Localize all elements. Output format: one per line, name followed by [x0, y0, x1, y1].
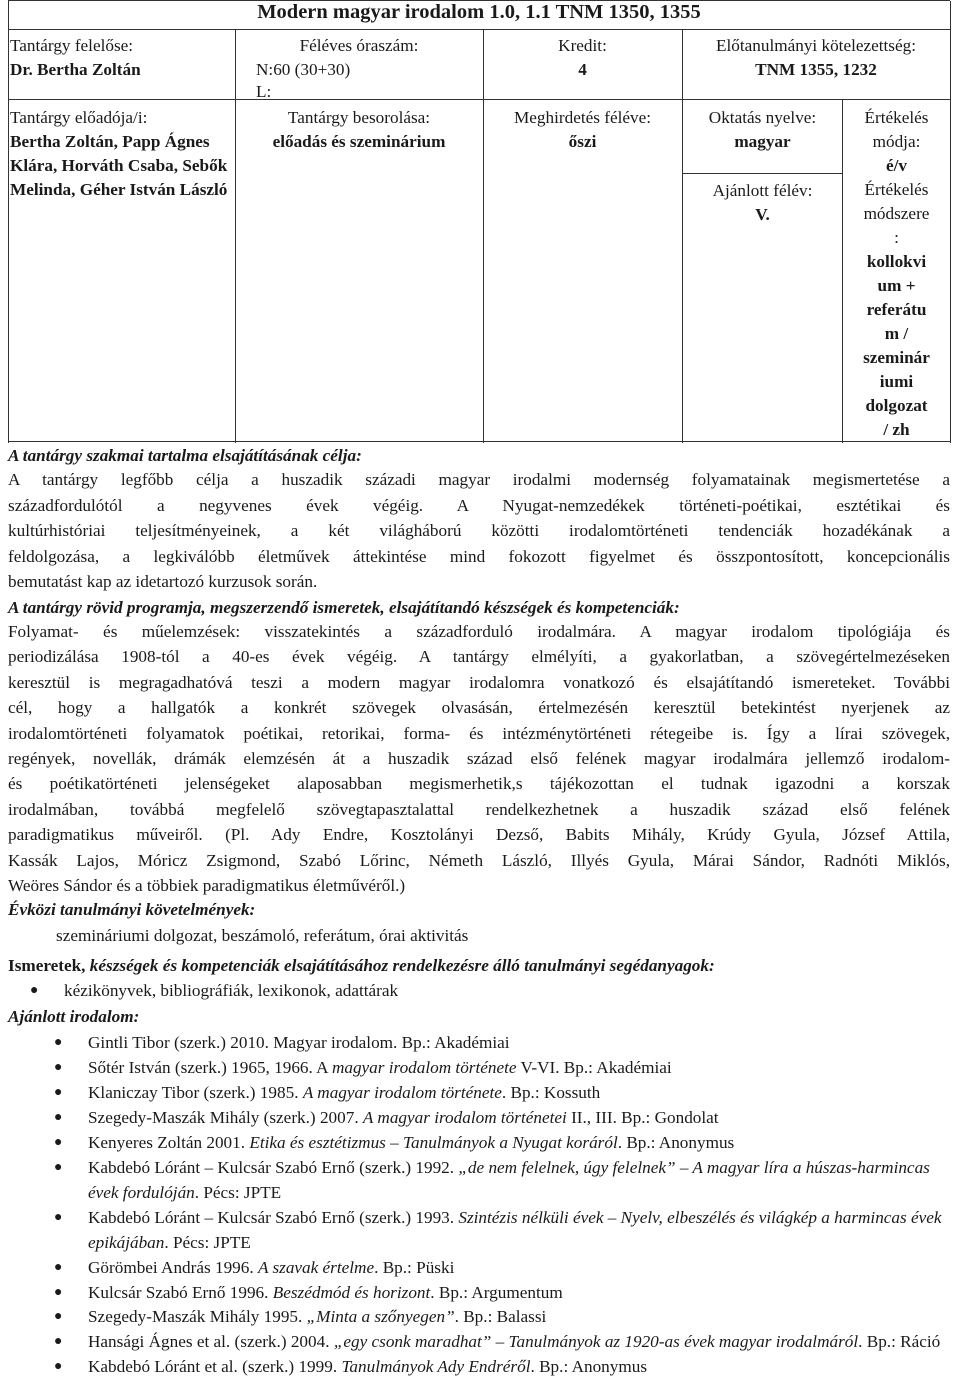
program-heading: A tantárgy rövid programja, megszerzendő ismeretek, elsajátítandó készségek és kompetenciák: [8, 597, 680, 617]
eval-method-line: kollokvi [866, 252, 927, 271]
literature-item-author: Görömbei András 1996. [88, 1257, 258, 1277]
eval-method-line: / zh [883, 420, 910, 439]
responsible-name: Dr. Bertha Zoltán [10, 60, 141, 79]
announced-label: Meghirdetés féléve: [514, 108, 651, 127]
paragraph-line: regények, novellák, drámák elemzésén át a huszadik század első felének magyar irodalmára jellemző irodalom- [8, 749, 950, 768]
literature-item-author: Sőtér István (szerk.) 1965, 1966. A [88, 1058, 332, 1078]
credit-cell [484, 34, 681, 82]
paragraph-line: és poétikatörténeti jelenségeket alaposabban megismerhetik,s tájékozottan el tudnak igazodni a korszak [8, 774, 950, 794]
paragraph-line: periodizálása 1908-tól a 40-es évek végéig. A tantárgy elmélyíti, a gyakorlatban, a szövegértelmezéseken [8, 647, 950, 667]
recommended-semester-label: Ajánlott félév: [712, 181, 813, 200]
hours-cell [236, 34, 482, 102]
classification-value: előadás és szeminárium [272, 132, 446, 151]
literature-item-publisher: . Bp.: Ráció [858, 1332, 941, 1352]
eval-mode-value: é/v [886, 156, 907, 175]
paragraph-line: cél, hogy a hallgatók a konkrét szövegek olvasásán, értelmezésén keresztül betekintést nyerjenek az [8, 698, 950, 718]
course-body [8, 444, 950, 1380]
recommended-semester-cell [683, 179, 842, 227]
program-paragraph [8, 619, 950, 898]
literature-item-publisher: . Bp.: Balassi [454, 1307, 547, 1327]
literature-item-publisher: . Bp.: Kossuth [501, 1083, 601, 1103]
literature-item-title: magyar irodalom története [331, 1058, 517, 1078]
bullet-icon: ● [54, 1259, 63, 1275]
literature-item-author: Hansági Ágnes et al. (szerk.) 2004. [88, 1332, 334, 1352]
resources-heading-rest: készségek és kompetenciák elsajátításához rendelkezésre álló tanulmányi segédanyagok: [85, 956, 715, 976]
language-label: Oktatás nyelve: [708, 108, 817, 127]
literature-item-author: Kenyeres Zoltán 2001. [88, 1133, 250, 1153]
announced-cell [484, 106, 681, 154]
bullet-icon: ● [54, 1035, 63, 1051]
literature-item [8, 1131, 950, 1156]
paragraph-line: irodalomtörténeti folyamatok poétikai, retorikai, forma- és intézménytörténeti rétegeibe is. Így a lírai szövegek, [8, 723, 950, 743]
paragraph-line: irodalmában, továbbá megfelelő szövegtapasztalattal rendelkezhetnek a huszadik század első felének [8, 799, 950, 819]
prereq-label: Előtanulmányi kötelezettség: [716, 36, 916, 55]
literature-item [8, 1355, 950, 1380]
paragraph-line: keresztül is megragadhatóvá teszi a modern magyar irodalomra vonatkozó és elsajátítandó ismereteket. További [8, 672, 950, 692]
lecturers-label: Tantárgy előadója/i: [10, 108, 148, 127]
announced-value: őszi [568, 132, 597, 151]
literature-item-publisher: . Bp.: Püski [374, 1257, 455, 1277]
literature-item-author: Szegedy-Maszák Mihály (szerk.) 2007. [88, 1108, 363, 1128]
bullet-icon: ● [54, 1085, 63, 1101]
eval-method-label-3: : [894, 228, 899, 247]
bullet-icon: ● [30, 983, 39, 999]
evaluation-cell [843, 106, 950, 442]
literature-item-author: Klaniczay Tibor (szerk.) 1985. [88, 1083, 303, 1103]
literature-item-publisher: . Pécs: JPTE [164, 1232, 251, 1252]
literature-item [8, 1281, 950, 1306]
requirements-text: szemináriumi dolgozat, beszámoló, referátum, órai aktivitás [56, 926, 469, 946]
credit-value: 4 [578, 60, 587, 79]
paragraph-line: Kassák Lajos, Móricz Zsigmond, Szabó Lőrinc, Németh László, Illyés Gyula, Márai Sándor, Radnóti Miklós, [8, 850, 950, 870]
literature-item-author: Kabdebó Lóránt et al. (szerk.) 1999. [88, 1357, 342, 1377]
literature-item-publisher: . Bp.: Anonymus [617, 1133, 735, 1153]
literature-item [8, 1031, 950, 1056]
paragraph-line: századfordulótól a negyvenes évek végéig. A Nyugat-nemzedékek történeti-poétikai, esztétikai és [8, 495, 950, 515]
bullet-icon: ● [54, 1209, 63, 1225]
bullet-icon: ● [54, 1334, 63, 1350]
literature-item-title: „egy csonk maradhat” – Tanulmányok az 1920-as évek magyar irodalmáról [333, 1332, 859, 1352]
eval-method-line: um + [877, 276, 916, 295]
literature-item-publisher: V-VI. Bp.: Akadémiai [516, 1058, 672, 1078]
course-title: Modern magyar irodalom 1.0, 1.1 TNM 1350, 1355 [257, 1, 701, 23]
bullet-icon: ● [54, 1359, 63, 1375]
literature-item-title: Szintézis nélküli évek – Nyelv, elbeszélés és világkép a harmincas évek epikájában [88, 1207, 942, 1252]
literature-item-publisher: . Bp.: Anonymus [530, 1357, 648, 1377]
literature-item [8, 1156, 950, 1206]
literature-item-title: Tanulmányok Ady Endréről [341, 1357, 531, 1377]
eval-method-line: iumi [879, 372, 914, 391]
eval-method-line: m / [884, 324, 909, 343]
literature-item-title: A magyar irodalom története [302, 1083, 502, 1103]
eval-mode-label-1: Értékelés [864, 108, 929, 127]
literature-item [8, 1305, 950, 1330]
bullet-icon: ● [54, 1284, 63, 1300]
literature-item [8, 1330, 950, 1355]
literature-item-title: A magyar irodalom történetei [362, 1108, 567, 1128]
paragraph-line: bemutatást kap az idetartozó kurzusok során. [8, 572, 318, 592]
resources-heading [8, 954, 950, 977]
literature-item-publisher: . Pécs: JPTE [194, 1182, 282, 1202]
credit-label: Kredit: [558, 36, 607, 55]
list-item-text: kézikönyvek, bibliográfiák, lexikonok, adattárak [64, 981, 399, 1001]
resources-heading-upright: Ismeretek, [8, 956, 86, 976]
paragraph-line: Weöres Sándor és a többiek paradigmatikus életművéről.) [8, 876, 406, 896]
literature-item [8, 1056, 950, 1081]
eval-method-line: szeminár [863, 348, 930, 367]
prereq-cell [683, 34, 949, 82]
literature-item-author: Kabdebó Lóránt – Kulcsár Szabó Ernő (szerk.) 1993. [88, 1207, 459, 1227]
language-cell [683, 106, 842, 154]
goal-paragraph [8, 467, 950, 595]
responsible-label: Tantárgy felelőse: [10, 36, 134, 55]
literature-item-publisher: II., III. Bp.: Gondolat [566, 1108, 719, 1128]
literature-list [8, 1031, 950, 1380]
bullet-icon: ● [54, 1159, 63, 1175]
paragraph-line: A tantárgy legfőbb célja a huszadik századi magyar irodalmi modernség folyamatainak megismertetése a [8, 470, 950, 489]
paragraph-line: feldolgozása, a legkiválóbb életművek áttekintése mind fokozott figyelmet és összpontosított, koncepcionális [8, 546, 950, 566]
paragraph-line: paradigmatikus műveiről. (Pl. Ady Endre, Kosztolányi Dezső, Babits Mihály, Krúdy Gyula, József Attila, [8, 825, 950, 845]
eval-mode-label-2: módja: [872, 132, 921, 151]
hours-label: Féléves óraszám: [299, 36, 419, 55]
literature-item [8, 1106, 950, 1131]
literature-heading: Ajánlott irodalom: [8, 1007, 140, 1027]
literature-item-author: Kulcsár Szabó Ernő 1996. [88, 1282, 273, 1302]
literature-item-title: „Minta a szőnyegen” [306, 1307, 455, 1327]
hours-value-l: L: [256, 82, 272, 101]
responsible-cell [10, 34, 232, 82]
classification-label: Tantárgy besorolása: [287, 108, 431, 127]
hours-value-n: N:60 (30+30) [256, 60, 351, 79]
paragraph-line: kultúrhistóriai teljesítményeinek, a két világháború közötti irodalomtörténeti tendenciák hozadékának a [8, 521, 950, 541]
literature-item-author: Szegedy-Maszák Mihály 1995. [88, 1307, 307, 1327]
literature-item-publisher: . Bp.: Argumentum [430, 1282, 563, 1302]
lecturers-names: Bertha Zoltán, Papp Ágnes Klára, Horváth Csaba, Sebők Melinda, Géher István László [10, 132, 228, 199]
literature-item-title: Etika és esztétizmus – Tanulmányok a Nyugat koráról [249, 1133, 618, 1153]
bullet-icon: ● [54, 1060, 63, 1076]
bullet-icon: ● [54, 1309, 63, 1325]
goal-heading: A tantárgy szakmai tartalma elsajátításának célja: [8, 446, 362, 465]
recommended-semester-value: V. [755, 205, 770, 224]
literature-item [8, 1081, 950, 1106]
literature-item-title: Beszédmód és horizont [272, 1282, 431, 1302]
literature-item-author: Kabdebó Lóránt – Kulcsár Szabó Ernő (szerk.) 1992. [88, 1157, 459, 1177]
literature-item [8, 1206, 950, 1256]
resources-list [8, 977, 950, 1004]
paragraph-line: Folyamat- és műelemzések: visszatekintés a századforduló irodalmára. A magyar irodalom tipológiája és [8, 621, 950, 641]
eval-method-label-1: Értékelés [864, 180, 929, 199]
eval-method-label-2: módszere [863, 204, 930, 223]
bullet-icon: ● [54, 1135, 63, 1151]
literature-item-title: A szavak értelme [257, 1257, 375, 1277]
literature-item-author: Gintli Tibor (szerk.) 2010. Magyar irodalom. Bp.: Akadémiai [88, 1033, 510, 1053]
eval-method-line: referátu [866, 300, 927, 319]
literature-item-title: „de nem felelnek, úgy felelnek” – A magyar líra a húszas-harmincas évek fordulóján [88, 1157, 930, 1202]
requirements-heading: Évközi tanulmányi követelmények: [8, 900, 256, 920]
prereq-value: TNM 1355, 1232 [755, 60, 877, 79]
language-value: magyar [734, 132, 791, 151]
eval-method-value [843, 250, 950, 442]
course-header-table [8, 0, 950, 442]
lecturers-cell [10, 106, 232, 202]
eval-method-line: dolgozat [865, 396, 928, 415]
bullet-icon: ● [54, 1110, 63, 1126]
list-item [8, 977, 950, 1004]
literature-item [8, 1256, 950, 1281]
classification-cell [236, 106, 482, 154]
